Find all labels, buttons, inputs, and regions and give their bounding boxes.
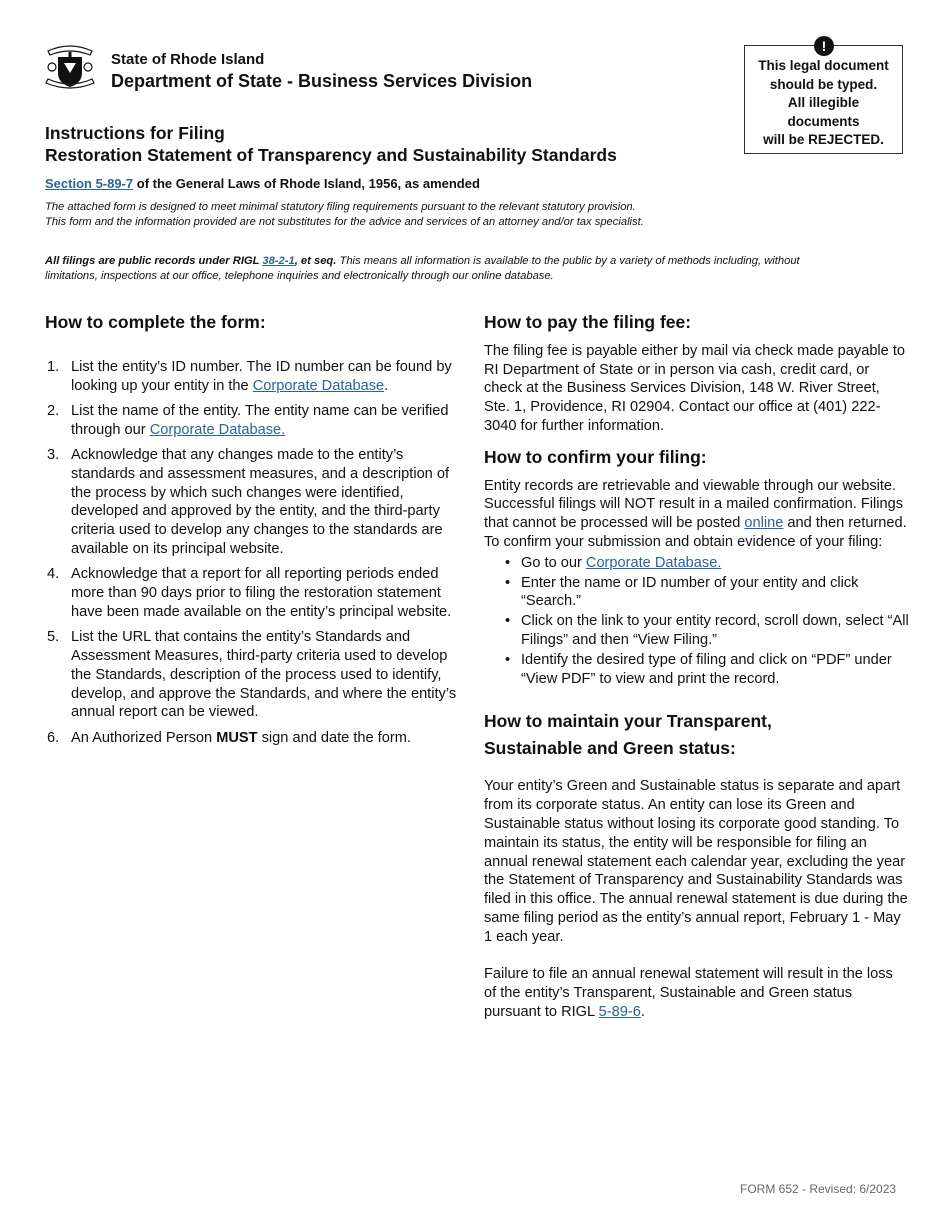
corporate-database-link[interactable]: Corporate Database <box>252 377 385 394</box>
section-heading: How to pay the filing fee: <box>484 312 692 332</box>
department-name: Department of State - Business Services Division <box>111 71 533 91</box>
state-name: State of Rhode Island <box>111 51 265 68</box>
step-text: List the entity’s ID number. The ID number can be found by looking up your entity in the <box>71 358 452 394</box>
state-seal-icon <box>44 43 96 93</box>
corporate-database-link[interactable]: Corporate Database. <box>149 421 286 438</box>
step-number: 6. <box>47 729 60 746</box>
title-line-1: Instructions for Filing <box>45 123 225 143</box>
section-link[interactable]: Section 5-89-7 <box>45 176 134 191</box>
public-records-notice <box>45 254 805 284</box>
list-item <box>45 628 470 722</box>
list-item: • Click on the link to your entity record, scroll down, select “All Filings” and then “View Filing.” <box>484 612 909 650</box>
steps-list <box>45 358 470 748</box>
failure-text-post: . <box>640 1003 645 1020</box>
section-heading <box>484 708 909 761</box>
failure-text: Failure to file an annual renewal statement will result in the loss of the entity’s Transparent, Sustainable and Green status pursuant to RIGL <box>484 966 893 1020</box>
heading-line-1: How to maintain your Transparent, <box>484 711 772 732</box>
notice-line: should be typed. <box>769 76 878 92</box>
list-item <box>484 554 909 573</box>
public-records-bold: All filings are public records under RIGL <box>45 255 263 267</box>
confirm-text-post: and then returned. To confirm your submission and obtain evidence of your filing: <box>484 515 907 550</box>
list-item <box>45 729 470 748</box>
public-records-text: This means all information is available to the public by a variety of methods including, without limitations, inspections at our office, telephone inquiries and electronically through our online database. <box>45 255 800 282</box>
notice-line: All illegible <box>787 95 860 110</box>
statute-reference <box>45 176 480 191</box>
title-line-2: Restoration Statement of Transparency and Sustainability Standards <box>45 145 617 165</box>
pay-fee-text: The filing fee is payable either by mail via check made payable to RI Department of State or in person via cash, credit card, or check at the Business Services Division, 148 W. River Street, Ste. 1, Providence, RI 02904. Contact our office at (401) 222-3040 for further information. <box>484 342 906 434</box>
disclaimer-line-1: The attached form is designed to meet minimal statutory filing requirements pursuant to the relevant statutory provision. <box>45 201 636 213</box>
step-text: List the name of the entity. The entity name can be verified through our <box>71 402 449 438</box>
step-text: Acknowledge that a report for all reporting periods ended more than 90 days prior to filing the restoration statement have been made available on the entity’s principal website. <box>71 566 452 620</box>
public-records-bold-post: , et seq. <box>294 255 337 267</box>
list-item <box>45 565 470 621</box>
list-item: • Identify the desired type of filing and click on “PDF” under “View PDF” to view and print the record. <box>484 651 909 689</box>
step-text: . <box>384 377 389 394</box>
form-revision-footer: FORM 652 - Revised: 6/2023 <box>740 1182 897 1196</box>
must-emphasis: MUST <box>216 729 258 746</box>
rejection-notice-box <box>744 38 903 154</box>
heading-line-2: Sustainable and Green status: <box>484 737 736 758</box>
confirm-text <box>484 477 909 552</box>
rigl-38-2-1-link[interactable]: 38-2-1 <box>262 255 295 267</box>
list-item: • Enter the name or ID number of your entity and click “Search.” <box>484 574 909 612</box>
confirm-filing-section <box>484 448 909 689</box>
step-text: Acknowledge that any changes made to the entity’s standards and assessment measures, and a description of the process by which such changes were identified, developed and approved by the entity, and the third-party criteria used to develop any changes to the standards are available on its principal website. <box>71 446 450 557</box>
notice-line: documents <box>787 113 860 129</box>
exclamation-icon: ! <box>814 36 834 56</box>
step-text: sign and date the form. <box>257 729 411 746</box>
section-heading: How to complete the form: <box>45 312 266 332</box>
bullet-text: Go to our <box>521 554 586 571</box>
right-column <box>484 313 909 1022</box>
list-item <box>45 446 470 559</box>
rigl-5-89-6-link[interactable]: 5-89-6 <box>598 1003 641 1020</box>
disclaimer <box>45 200 765 230</box>
maintain-status-section <box>484 708 909 1021</box>
pay-fee-section <box>484 313 909 436</box>
list-item <box>45 358 470 396</box>
notice-line: This legal document <box>758 58 889 73</box>
statute-reference-text: of the General Laws of Rhode Island, 1956, as amended <box>133 176 480 191</box>
list-item <box>45 402 470 440</box>
confirm-text-pre: Entity records are retrievable and viewable through our website. Successful filings will NOT result in a mailed confirmation. Filings that cannot be processed will be posted <box>484 477 904 532</box>
step-text: An Authorized Person <box>71 729 217 746</box>
corporate-database-link[interactable]: Corporate Database. <box>585 554 722 571</box>
complete-form-section <box>45 313 470 754</box>
step-number: 3. <box>47 446 60 463</box>
disclaimer-line-2: This form and the information provided are not substitutes for the advice and services of an attorney and/or tax specialist. <box>45 216 644 228</box>
section-heading: How to confirm your filing: <box>484 446 707 467</box>
online-link[interactable]: online <box>744 515 784 532</box>
notice-line: will be REJECTED. <box>763 132 884 147</box>
confirm-steps-list <box>484 554 909 689</box>
failure-paragraph <box>484 965 909 1021</box>
step-text: List the URL that contains the entity’s Standards and Assessment Measures, third-party criteria used to develop the Standards, description of the process used to identify, develop, and approve the Standards, and where the entity’s annual report can be viewed. <box>71 629 457 721</box>
maintain-paragraph: Your entity’s Green and Sustainable status is separate and apart from its corporate status. An entity can lose its Green and Sustainable status without losing its corporate good standing. To maintain its status, the entity will be responsible for filing an annual renewal statement each calendar year, excluding the year the Statement of Transparency and Sustainability Standards was filed in this office. The annual renewal statement is due during the same filing period as the entity’s annual report, February 1 - May 1 each year. <box>484 778 908 945</box>
page-title <box>45 122 617 166</box>
step-number: 1. <box>47 358 60 375</box>
step-number: 2. <box>47 402 60 419</box>
step-number: 4. <box>47 566 60 583</box>
step-number: 5. <box>47 629 60 646</box>
